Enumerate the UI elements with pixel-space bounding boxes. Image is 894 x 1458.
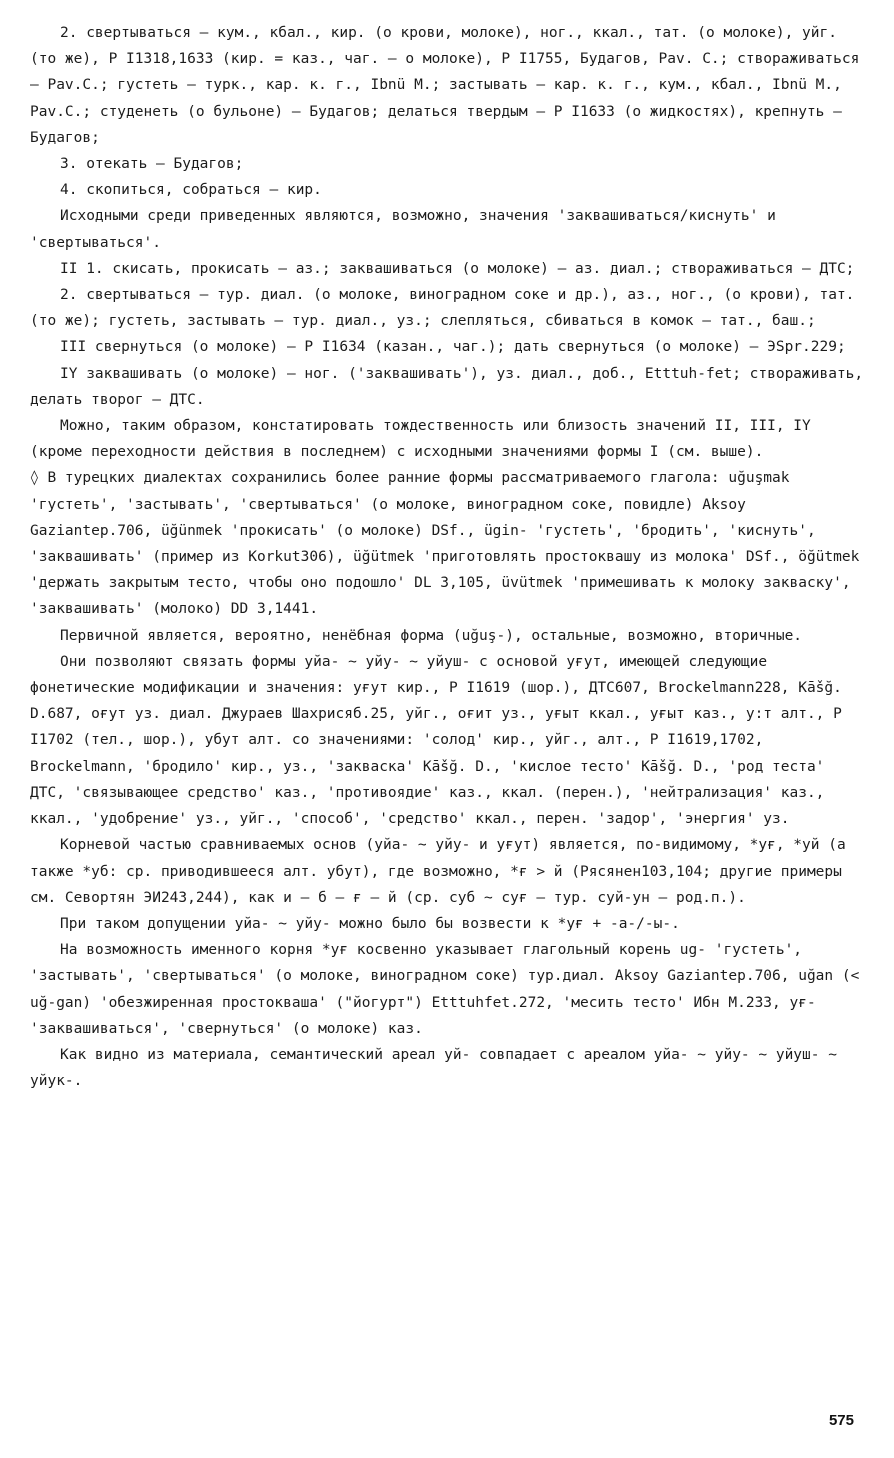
paragraph: Первичной является, вероятно, ненёбная форма (uğuş-), остальные, возможно, вторичные. <box>60 627 803 644</box>
paragraph: 3. отекать – Будагов; <box>60 156 244 173</box>
body-text <box>30 20 866 1094</box>
paragraph: Корневой частью сравниваемых основ (уйа- ~ уйу- и уғут) является, по-видимому, *уғ, *уй (а также *уб: ср. приводившееся алт. убут), где возможно, *ғ > й (Рясянен103,104; другие примеры см. Севортян ЭИ243,244), как и – б – ғ – й (ср. суб ~ суғ – тур. суй-ун – род.п.). <box>30 837 846 906</box>
paragraph: При таком допущении уйа- ~ уйу- можно было бы возвести к *уғ + -а-/-ы-. <box>60 915 680 932</box>
paragraph: IY заквашивать (о молоке) – ног. ('заквашивать'), уз. диал., доб., Etttuh-fet; створаживать, делать творог – ДТС. <box>30 365 864 408</box>
paragraph: III свернуться (о молоке) – Р I1634 (казан., чаг.); дать свернуться (о молоке) – ЭSpr.229; <box>60 339 846 356</box>
paragraph: 4. скопиться, собраться – кир. <box>60 182 322 199</box>
paragraph: 2. свертываться – кум., кбал., кир. (о крови, молоке), ног., ккал., тат. (о молоке), уйг. (то же), Р I1318,1633 (кир. = каз., чаг. – о молоке), Р I1755, Будагов, Pav. C.; створаживаться – Pav.C.; густеть – турк., кар. к. г., Ibnü M.; застывать – кар. к. г., кум., кбал., Ibnü M., Pav.C.; студенеть (о бульоне) – Будагов; делаться твердым – Р I1633 (о жидкостях), крепнуть – Будагов; <box>30 25 860 146</box>
paragraph: ◊ В турецких диалектах сохранились более ранние формы рассматриваемого глагола: uğuşmak 'густеть', 'застывать', 'свертываться' (о молоке, виноградном соке, повидле) Aksoy Gaziantep.706, üğünmek 'прокисать' (о молоке) DSf., ügin- 'густеть', 'бродить', 'киснуть', 'заквашивать' (пример из Korkut306), üğütmek 'приготовлять простоквашу из молока' DSf., öğütmek 'держать закрытым тесто, чтобы оно подошло' DL 3,105, üvütmek 'примешивать к молоку закваску', 'заквашивать' (молоко) DD 3,1441. <box>30 470 860 618</box>
page-number: 575 <box>828 1412 854 1429</box>
paragraph: Исходными среди приведенных являются, возможно, значения 'заквашиваться/киснуть' и 'свертываться'. <box>30 208 776 251</box>
paragraph: Можно, таким образом, констатировать тождественность или близость значений II, III, IY (кроме переходности действия в последнем) с исходными значениями формы I (см. выше). <box>30 418 811 461</box>
paragraph: На возможность именного корня *уғ косвенно указывает глагольный корень ug- 'густеть', 'застывать', 'свертываться' (о молоке, виноградном соке) тур.диал. Aksoy Gaziantep.706, uğan (< uğ-gan) 'обезжиренная простокваша' ("йогурт") Etttuhfet.272, 'месить тесто' Ибн М.233, уғ- 'заквашиваться', 'свернуться' (о молоке) каз. <box>30 942 860 1037</box>
paragraph: Как видно из материала, семантический ареал уй- совпадает с ареалом уйа- ~ уйу- ~ уйуш- ~ уйук-. <box>30 1046 837 1090</box>
paragraph: Они позволяют связать формы уйа- ~ уйу- ~ уйуш- с основой уғут, имеющей следующие фонетические модификации и значения: уғут кир., Р I1619 (шор.), ДТС607, Brockelmann228, Kāšğ. D.687, оғут уз. диал. Джураев Шахрисяб.25, уйг., оғит уз., уғыт ккал., уғыт каз., у:т алт., Р I1702 (тел., шор.), убут алт. со значениями: 'солод' кир., уйг., алт., Р I1619,1702, Brockelmann, 'бродило' кир., уз., 'закваска' Kāšğ. D., 'кислое тесто' Kāšğ. D., 'род теста' ДТС, 'связывающее средство' каз., 'противоядие' каз., ккал. (перен.), 'нейтрализация' каз., ккал., 'удобрение' уз., уйг., 'способ', 'средство' ккал., перен. 'задор', 'энергия' уз. <box>30 653 842 828</box>
paragraph: 2. свертываться – тур. диал. (о молоке, виноградном соке и др.), аз., ног., (о крови), тат. (то же); густеть, застывать – тур. диал., уз.; слепляться, сбиваться в комок – тат., баш.; <box>30 287 855 330</box>
paragraph: II 1. скисать, прокисать – аз.; заквашиваться (о молоке) – аз. диал.; створаживаться – ДТС; <box>60 260 855 277</box>
